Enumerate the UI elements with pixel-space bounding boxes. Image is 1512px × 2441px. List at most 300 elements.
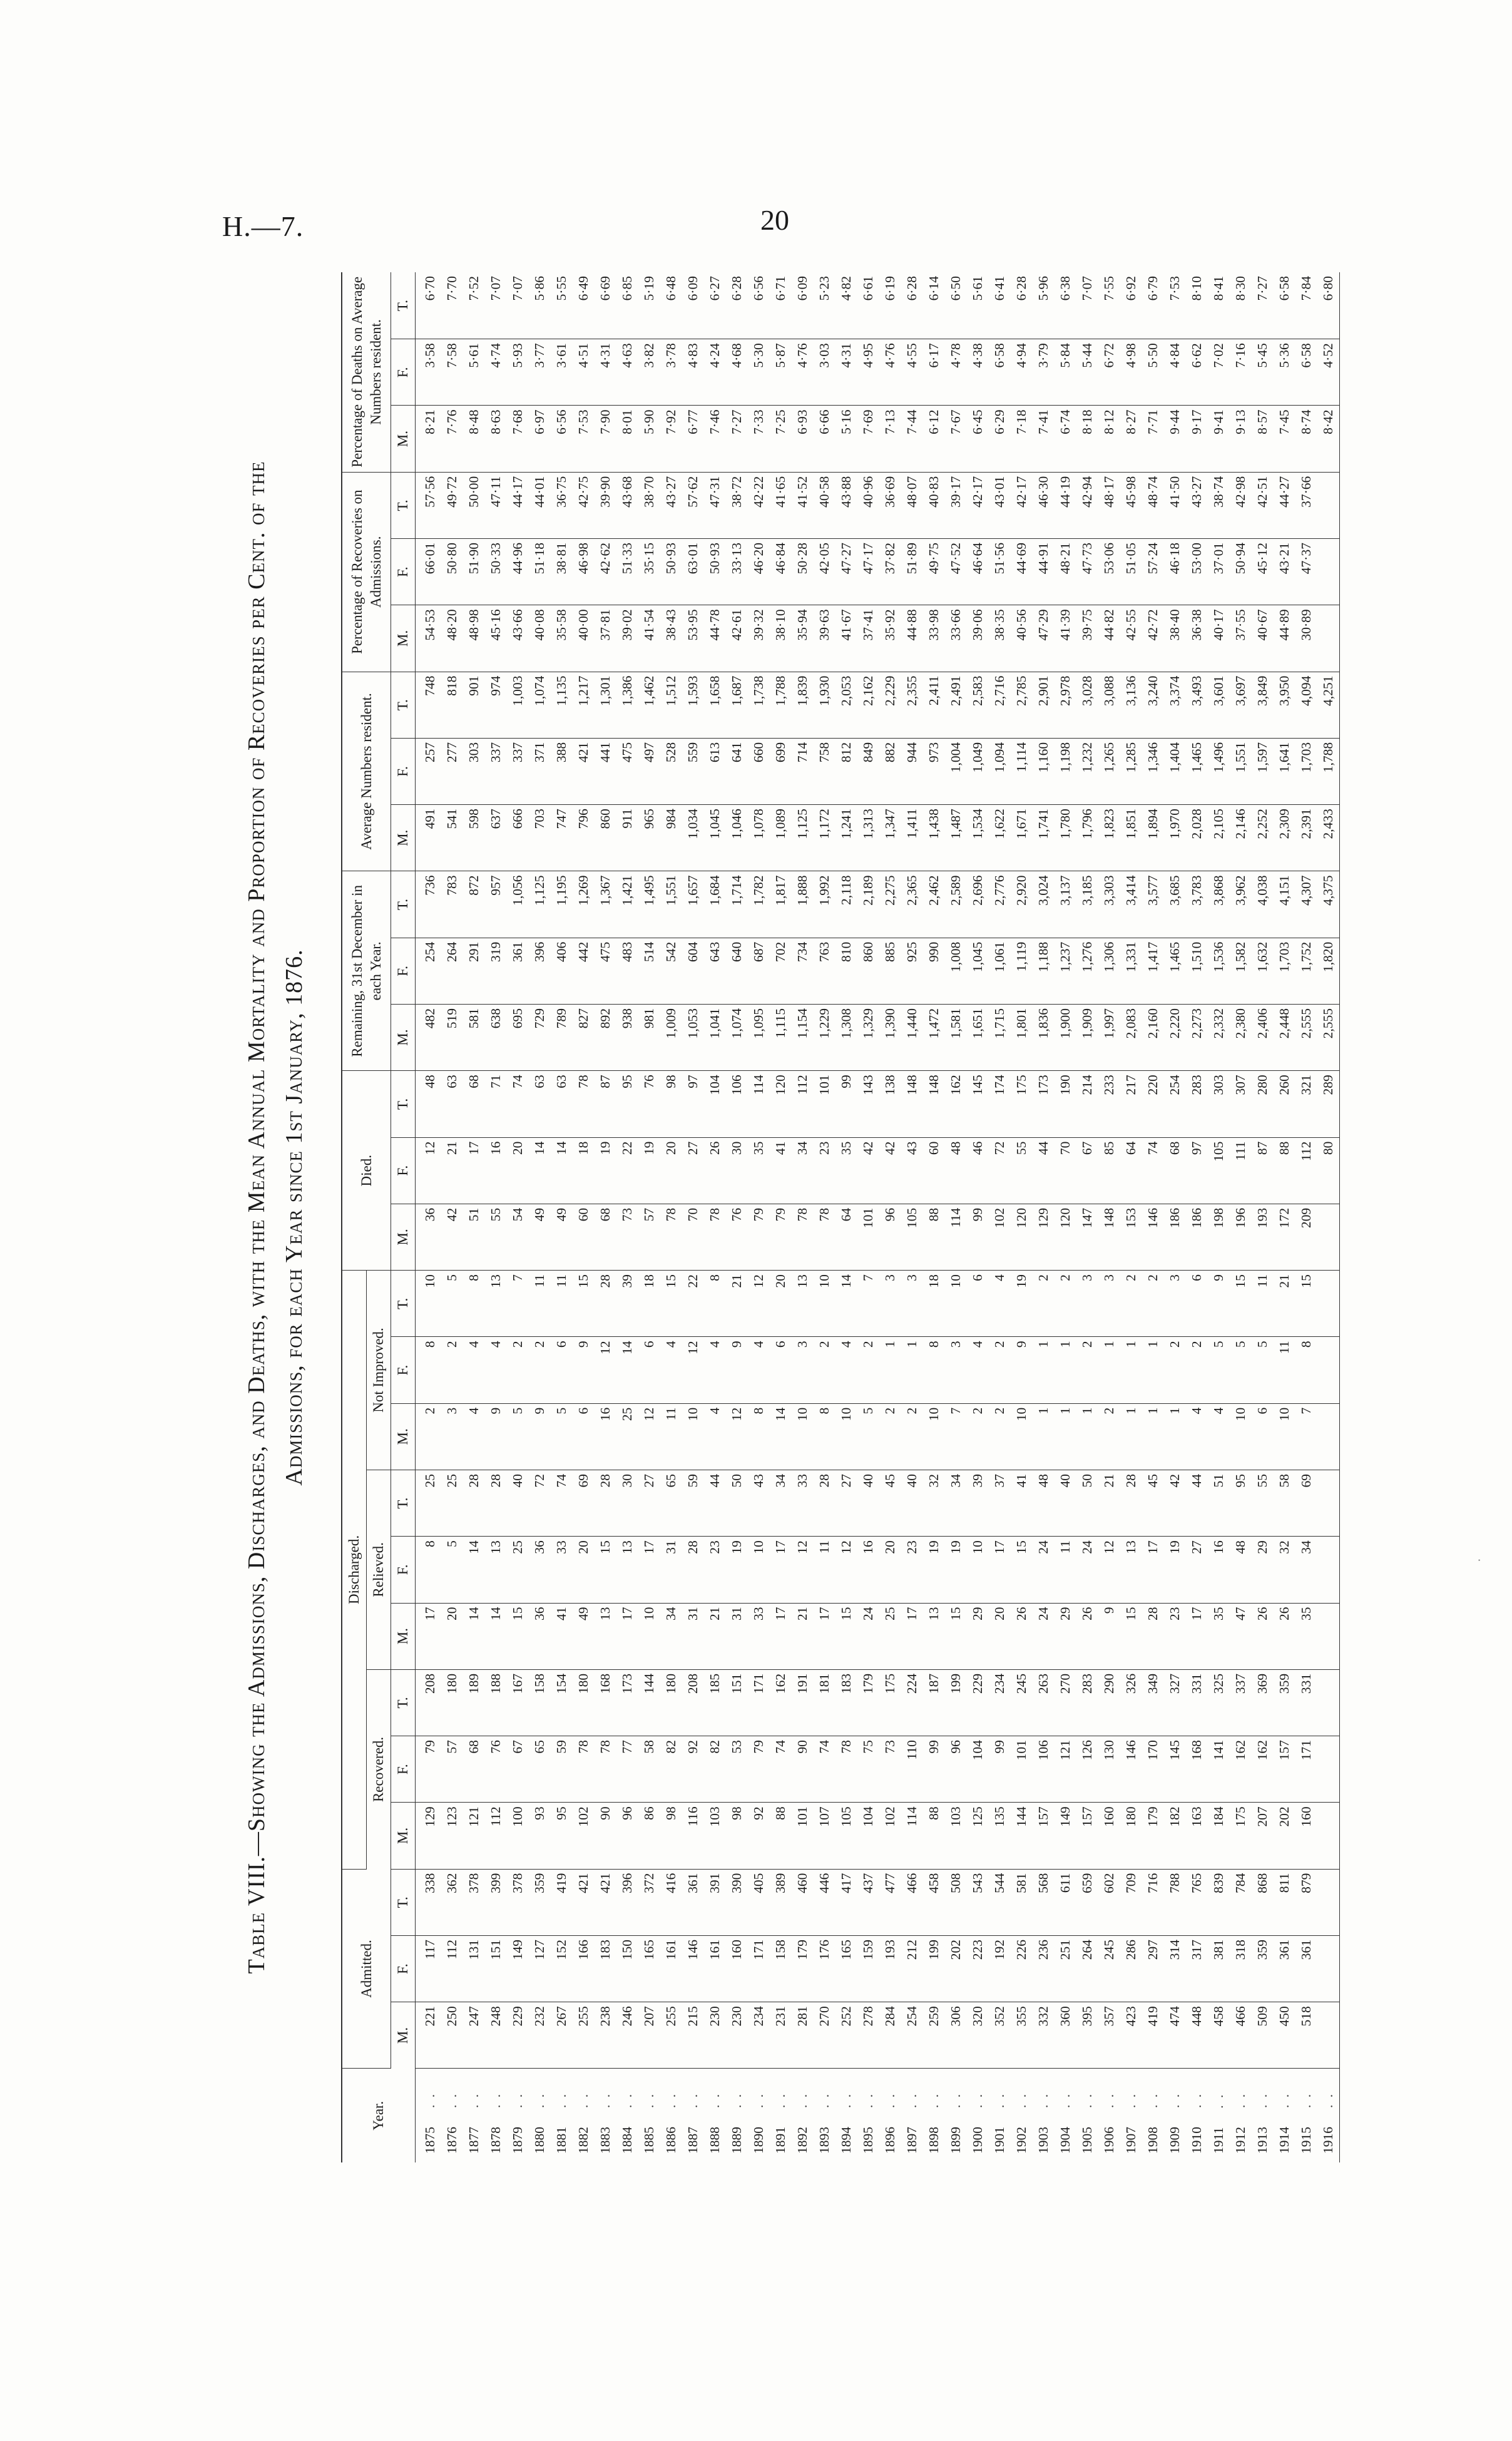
year-value: 1894	[839, 2127, 854, 2154]
table-row	[1142, 272, 1164, 2162]
table-cell: 96	[879, 1204, 901, 1270]
year-cell	[1252, 2069, 1274, 2162]
table-cell: 3,137	[1055, 871, 1076, 938]
table-cell: 6·56	[748, 272, 770, 339]
table-cell: 2,391	[1295, 805, 1317, 871]
table-cell: 12	[638, 1403, 660, 1470]
table-cell: 6·29	[989, 406, 1011, 472]
table-cell: 26	[1076, 1603, 1098, 1669]
table-cell: 2,776	[989, 871, 1011, 938]
table-cell: 42·17	[967, 472, 989, 538]
table-cell: 35·58	[551, 605, 573, 672]
table-cell: 303	[1208, 1071, 1230, 1137]
table-cell: 7·70	[441, 272, 463, 339]
table-cell: 314	[1164, 1935, 1186, 2002]
table-cell: 5	[1208, 1337, 1230, 1403]
table-cell: 255	[573, 2002, 595, 2069]
table-cell: 50·28	[792, 539, 814, 605]
table-cell: 1,114	[1011, 738, 1033, 804]
table-cell: 396	[529, 938, 551, 1004]
table-cell: 1,285	[1120, 738, 1142, 804]
table-cell: 2,785	[1011, 672, 1033, 738]
table-cell: 1,008	[945, 938, 967, 1004]
table-cell: 1,465	[1186, 738, 1208, 804]
table-cell: 1,390	[879, 1005, 901, 1071]
table-cell: 4	[835, 1337, 857, 1403]
table-row	[616, 272, 638, 2162]
table-cell: 86	[638, 1803, 660, 1869]
table-cell: 38·70	[638, 472, 660, 538]
table-cell: 5	[441, 1537, 463, 1603]
table-cell: 126	[1076, 1736, 1098, 1803]
table-cell: 1,997	[1098, 1005, 1120, 1071]
table-cell: 105	[901, 1204, 923, 1270]
table-cell: 95	[551, 1803, 573, 1869]
table-cell: 369	[1252, 1669, 1274, 1736]
table-cell: 101	[1011, 1736, 1033, 1803]
table-cell: 4·82	[835, 272, 857, 339]
table-cell: 31	[682, 1603, 704, 1669]
table-cell: 117	[416, 1935, 442, 2002]
table-cell: 7·41	[1033, 406, 1055, 472]
table-cell: 11	[529, 1271, 551, 1337]
table-row	[1011, 272, 1033, 2162]
table-cell: 46·30	[1033, 472, 1055, 538]
table-cell: 162	[945, 1071, 967, 1137]
table-cell: 17	[616, 1603, 638, 1669]
table-cell: 416	[660, 1869, 682, 1935]
table-cell: 277	[441, 738, 463, 804]
table-cell: 144	[638, 1669, 660, 1736]
table-cell: 1,741	[1033, 805, 1055, 871]
year-value: 1904	[1058, 2127, 1073, 2154]
table-cell: 144	[1011, 1803, 1033, 1869]
table-cell: 2,220	[1164, 1005, 1186, 1071]
table-cell: 475	[595, 938, 616, 1004]
leader-dots: . .	[1255, 2092, 1270, 2108]
table-cell: 42	[879, 1137, 901, 1204]
table-cell: 21	[704, 1603, 726, 1669]
table-cell: 44	[1033, 1137, 1055, 1204]
leader-dots: . .	[1299, 2092, 1314, 2108]
table-cell: 3,601	[1208, 672, 1230, 738]
table-cell: 50·93	[660, 539, 682, 605]
table-cell: 65	[529, 1736, 551, 1803]
table-cell	[1317, 1736, 1340, 1803]
table-cell: 12	[595, 1337, 616, 1403]
table-cell: 6·66	[814, 406, 835, 472]
header-admitted: Admitted.	[342, 1869, 391, 2069]
table-cell: 31	[726, 1603, 748, 1669]
table-cell: 53·95	[682, 605, 704, 672]
table-cell: 352	[989, 2002, 1011, 2069]
year-value: 1889	[729, 2127, 744, 2154]
table-cell: 1,495	[638, 871, 660, 938]
table-cell: 143	[857, 1071, 879, 1137]
year-value: 1914	[1277, 2127, 1292, 2154]
table-cell: 40·00	[573, 605, 595, 672]
table-cell: 42·17	[1011, 472, 1033, 538]
table-cell: 5·45	[1252, 339, 1274, 406]
table-cell: 114	[945, 1204, 967, 1270]
table-cell: 4·51	[573, 339, 595, 406]
statistics-table	[341, 272, 1340, 2162]
table-cell: 14	[770, 1403, 792, 1470]
year-cell	[879, 2069, 901, 2162]
table-cell: 4	[1208, 1403, 1230, 1470]
table-cell: 148	[1098, 1204, 1120, 1270]
table-cell: 4·38	[967, 339, 989, 406]
table-cell: 810	[835, 938, 857, 1004]
table-cell: 748	[416, 672, 442, 738]
table-cell: 1,308	[835, 1005, 857, 1071]
table-cell: 3,868	[1208, 871, 1230, 938]
table-cell: 186	[1164, 1204, 1186, 1270]
table-cell: 154	[551, 1669, 573, 1736]
table-cell: 34	[660, 1603, 682, 1669]
table-cell: 2,105	[1208, 805, 1230, 871]
table-cell: 103	[704, 1803, 726, 1869]
table-cell: 734	[792, 938, 814, 1004]
table-cell: 1	[901, 1337, 923, 1403]
year-value: 1885	[641, 2127, 656, 2154]
table-cell: 8·18	[1076, 406, 1098, 472]
year-cell	[989, 2069, 1011, 2162]
header-mft-row	[391, 272, 416, 2162]
table-cell: 79	[416, 1736, 442, 1803]
table-cell: 15	[1295, 1271, 1317, 1337]
table-cell: 150	[616, 1935, 638, 2002]
table-row	[485, 272, 507, 2162]
table-cell: 35	[1208, 1603, 1230, 1669]
table-cell: 48	[1230, 1537, 1252, 1603]
table-cell: 16	[595, 1403, 616, 1470]
table-cell	[1317, 1470, 1340, 1536]
table-cell: 388	[551, 738, 573, 804]
table-cell: 209	[1295, 1204, 1317, 1270]
table-cell: 7·27	[1252, 272, 1274, 339]
table-cell: 5·23	[814, 272, 835, 339]
table-cell: 437	[857, 1869, 879, 1935]
table-cell: 39·32	[748, 605, 770, 672]
table-cell: 497	[638, 738, 660, 804]
table-cell: 12	[416, 1137, 442, 1204]
table-cell: 51	[463, 1204, 485, 1270]
year-value: 1902	[1014, 2127, 1029, 2154]
table-cell: 3,185	[1076, 871, 1098, 938]
table-cell: 21	[441, 1137, 463, 1204]
table-cell: 65	[660, 1470, 682, 1536]
year-value: 1911	[1211, 2127, 1226, 2154]
leader-dots: . .	[817, 2092, 832, 2108]
table-cell: 44·78	[704, 605, 726, 672]
header-not-improved: Not Improved.	[367, 1271, 391, 1470]
table-cell: 49	[573, 1603, 595, 1669]
table-cell: 10	[814, 1271, 835, 1337]
leader-dots: . .	[1277, 2092, 1292, 2108]
leader-dots: . .	[1014, 2092, 1029, 2108]
table-row	[416, 272, 442, 2162]
table-cell: 283	[1186, 1071, 1208, 1137]
table-row	[1098, 272, 1120, 2162]
table-cell: 7·53	[1164, 272, 1186, 339]
table-cell: 1,125	[529, 871, 551, 938]
table-cell: 6·72	[1098, 339, 1120, 406]
table-cell: 4·84	[1164, 339, 1186, 406]
table-body	[416, 272, 1340, 2162]
table-cell: 157	[1033, 1803, 1055, 1869]
table-cell: 990	[923, 938, 945, 1004]
table-cell: 5·30	[748, 339, 770, 406]
table-cell: 14	[485, 1603, 507, 1669]
table-cell: 7·92	[660, 406, 682, 472]
table-row	[945, 272, 967, 2162]
table-cell: 4	[1186, 1403, 1208, 1470]
table-cell: 1,034	[682, 805, 704, 871]
table-row	[1295, 272, 1317, 2162]
table-cell: 541	[441, 805, 463, 871]
table-cell: 51·18	[529, 539, 551, 605]
table-cell: 11	[660, 1403, 682, 1470]
table-cell: 5·90	[638, 406, 660, 472]
table-cell: 7	[945, 1403, 967, 1470]
table-cell: 5	[507, 1403, 529, 1470]
header-m: M.	[391, 2002, 416, 2069]
table-cell: 5·84	[1055, 339, 1076, 406]
table-cell: 812	[835, 738, 857, 804]
table-cell: 17	[770, 1603, 792, 1669]
leader-dots: . .	[1233, 2092, 1248, 2108]
table-cell: 371	[529, 738, 551, 804]
table-cell: 965	[638, 805, 660, 871]
table-cell: 167	[507, 1669, 529, 1736]
table-cell: 42·94	[1076, 472, 1098, 538]
table-cell: 10	[1230, 1403, 1252, 1470]
table-cell: 4·74	[485, 339, 507, 406]
year-value: 1883	[598, 2127, 613, 2154]
table-cell: 20	[507, 1137, 529, 1204]
table-cell: 22	[682, 1271, 704, 1337]
table-cell: 264	[1076, 1935, 1098, 2002]
table-cell: 42·22	[748, 472, 770, 538]
leader-dots: . .	[1080, 2092, 1095, 2108]
table-cell: 179	[792, 1935, 814, 2002]
table-cell: 18	[638, 1271, 660, 1337]
year-value: 1876	[444, 2127, 459, 2154]
table-cell: 1,095	[748, 1005, 770, 1071]
table-cell: 54·53	[416, 605, 442, 672]
table-cell: 6·58	[989, 339, 1011, 406]
table-cell: 1	[1120, 1337, 1142, 1403]
table-cell: 4	[463, 1403, 485, 1470]
year-cell	[945, 2069, 967, 2162]
table-cell: 105	[835, 1803, 857, 1869]
table-cell: 71	[485, 1071, 507, 1137]
table-cell: 6·27	[704, 272, 726, 339]
table-cell: 6·77	[682, 406, 704, 472]
year-cell	[792, 2069, 814, 2162]
table-cell: 6	[573, 1403, 595, 1470]
table-cell: 8	[748, 1403, 770, 1470]
table-cell: 3,783	[1186, 871, 1208, 938]
table-cell: 196	[1230, 1204, 1252, 1270]
table-cell: 7·53	[573, 406, 595, 472]
table-cell: 6	[551, 1337, 573, 1403]
year-cell	[416, 2069, 442, 2162]
table-cell: 2	[1076, 1337, 1098, 1403]
table-row	[967, 272, 989, 2162]
table-cell: 1,714	[726, 871, 748, 938]
table-cell: 892	[595, 1005, 616, 1071]
table-cell: 9	[726, 1337, 748, 1403]
table-cell: 879	[1295, 1869, 1317, 1935]
table-cell: 811	[1274, 1869, 1295, 1935]
table-cell: 2,053	[835, 672, 857, 738]
year-cell	[682, 2069, 704, 2162]
table-cell: 925	[901, 938, 923, 1004]
year-value: 1879	[510, 2127, 525, 2154]
table-cell: 50·94	[1230, 539, 1252, 605]
table-cell	[1317, 1271, 1340, 1337]
table-cell: 28	[1120, 1470, 1142, 1536]
table-cell: 35·94	[792, 605, 814, 672]
table-cell: 78	[792, 1204, 814, 1270]
table-cell: 35	[1295, 1603, 1317, 1669]
table-cell: 2,696	[967, 871, 989, 938]
table-cell: 381	[1208, 1935, 1230, 2002]
table-cell: 514	[638, 938, 660, 1004]
table-cell: 63·01	[682, 539, 704, 605]
table-cell: 2	[989, 1337, 1011, 1403]
table-cell: 1,970	[1164, 805, 1186, 871]
year-cell	[441, 2069, 463, 2162]
table-cell: 43·68	[616, 472, 638, 538]
table-cell: 7·07	[507, 272, 529, 339]
table-cell: 901	[463, 672, 485, 738]
leader-dots: . .	[1189, 2092, 1204, 2108]
table-cell: 307	[1230, 1071, 1252, 1137]
table-cell: 2	[967, 1403, 989, 1470]
table-cell: 1,188	[1033, 938, 1055, 1004]
table-cell: 92	[748, 1803, 770, 1869]
table-cell: 6·93	[792, 406, 814, 472]
table-cell: 25	[879, 1603, 901, 1669]
table-cell: 135	[989, 1803, 1011, 1869]
table-row	[1274, 272, 1295, 2162]
table-cell: 8	[1295, 1337, 1317, 1403]
table-cell: 8·63	[485, 406, 507, 472]
table-cell: 736	[416, 871, 442, 938]
table-cell: 141	[1208, 1736, 1230, 1803]
table-cell: 44·96	[507, 539, 529, 605]
table-cell: 8·30	[1230, 272, 1252, 339]
table-cell: 192	[989, 1935, 1011, 2002]
table-cell: 1,597	[1252, 738, 1274, 804]
table-cell: 252	[835, 2002, 857, 2069]
table-cell: 1	[1033, 1337, 1055, 1403]
year-cell	[485, 2069, 507, 2162]
table-cell: 37·81	[595, 605, 616, 672]
table-row	[551, 272, 573, 2162]
table-cell: 7·18	[1011, 406, 1033, 472]
table-cell: 43·01	[989, 472, 1011, 538]
table-cell: 153	[1120, 1204, 1142, 1270]
table-cell: 3,493	[1186, 672, 1208, 738]
table-cell: 11	[814, 1537, 835, 1603]
table-cell: 4·78	[945, 339, 967, 406]
table-cell: 57	[638, 1204, 660, 1270]
table-cell: 101	[792, 1803, 814, 1869]
table-cell: 2,275	[879, 871, 901, 938]
header-m: M.	[391, 605, 416, 672]
table-cell: 1,160	[1033, 738, 1055, 804]
table-cell: 319	[485, 938, 507, 1004]
year-cell	[529, 2069, 551, 2162]
table-cell: 33	[748, 1603, 770, 1669]
table-cell: 355	[1011, 2002, 1033, 2069]
table-cell: 51·05	[1120, 539, 1142, 605]
table-cell: 1	[1142, 1403, 1164, 1470]
table-cell: 6·09	[682, 272, 704, 339]
table-cell: 419	[1142, 2002, 1164, 2069]
header-t: T.	[391, 1669, 416, 1736]
table-cell: 6·48	[660, 272, 682, 339]
table-cell: 1,041	[704, 1005, 726, 1071]
table-cell: 1,839	[792, 672, 814, 738]
table-cell: 13	[923, 1603, 945, 1669]
table-cell: 28	[595, 1470, 616, 1536]
table-cell: 238	[595, 2002, 616, 2069]
table-cell: 42	[857, 1137, 879, 1204]
table-cell: 2	[814, 1337, 835, 1403]
table-cell: 6·92	[1120, 272, 1142, 339]
table-cell: 1,788	[1317, 738, 1340, 804]
table-cell: 2,273	[1186, 1005, 1208, 1071]
table-cell: 1,045	[967, 938, 989, 1004]
table-cell: 5	[441, 1271, 463, 1337]
table-cell: 1,074	[726, 1005, 748, 1071]
table-cell: 2,118	[835, 871, 857, 938]
table-cell: 8	[416, 1537, 442, 1603]
table-cell: 441	[595, 738, 616, 804]
table-cell: 5·61	[967, 272, 989, 339]
table-cell: 15	[1120, 1603, 1142, 1669]
table-cell: 784	[1230, 1869, 1252, 1935]
table-cell: 97	[1186, 1137, 1208, 1204]
table-cell: 5·93	[507, 339, 529, 406]
table-cell: 37·41	[857, 605, 879, 672]
table-cell: 15	[1230, 1271, 1252, 1337]
table-cell: 360	[1055, 2002, 1076, 2069]
table-cell: 1,796	[1076, 805, 1098, 871]
table-cell: 41	[770, 1137, 792, 1204]
table-cell: 885	[879, 938, 901, 1004]
table-cell: 3·58	[416, 339, 442, 406]
table-cell: 4,251	[1317, 672, 1340, 738]
year-value: 1880	[532, 2127, 547, 2154]
table-row	[1033, 272, 1055, 2162]
table-cell: 3	[879, 1271, 901, 1337]
table-cell: 162	[1252, 1736, 1274, 1803]
header-t: T.	[391, 871, 416, 938]
table-cell: 6·50	[945, 272, 967, 339]
year-value: 1906	[1101, 2127, 1116, 2154]
table-cell: 48	[945, 1137, 967, 1204]
table-cell: 839	[1208, 1869, 1230, 1935]
table-cell: 13	[485, 1537, 507, 1603]
table-cell: 450	[1274, 2002, 1295, 2069]
table-cell: 22	[616, 1137, 638, 1204]
